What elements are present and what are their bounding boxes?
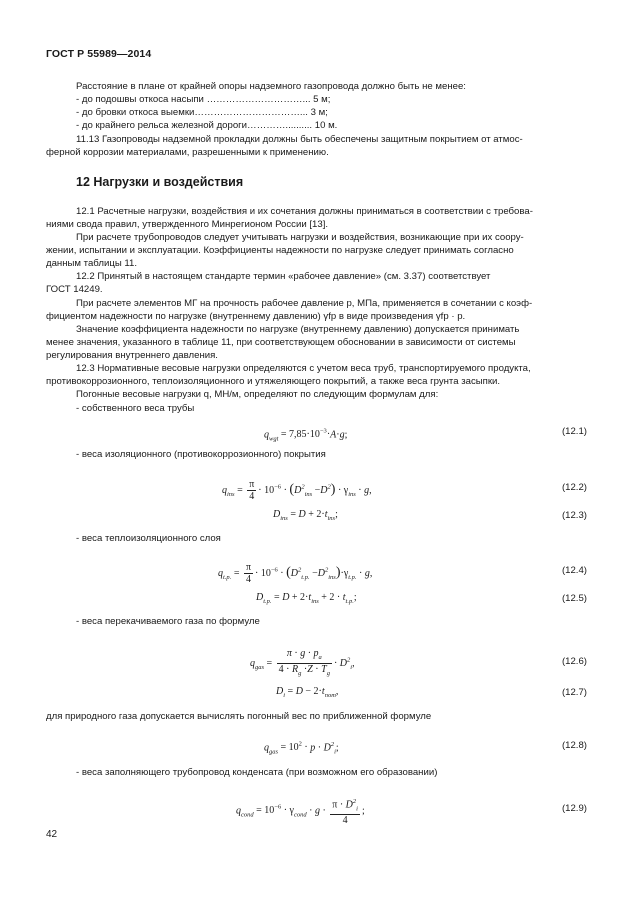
formula-12-9: $q_{cond} = 10^{-6} \cdot \gamma_{cond} \cdot g$ · $\frac{\pi \cdot D^2_i}{4}$ ; <box>236 798 365 827</box>
formula-12-7: $D_i = D - 2\cdot t_{nom}$, <box>276 686 339 699</box>
text-line: - собственного веса трубы <box>76 403 195 414</box>
formula-12-3: $D_{ins} = D + 2\cdot t_{ins}$; <box>273 509 338 522</box>
formula-12-4: $q_{t.p.}$ = $\frac{\pi}{4}$ · $10^{-6} \cdot (D^2_{t.p.} -D^2_{ins})\cdot\gamma_{t.p.} \cdot g$, <box>218 562 373 585</box>
equation-number: (12.8) <box>561 740 587 751</box>
document-header: ГОСТ Р 55989—2014 <box>46 48 152 60</box>
equation-number: (12.9) <box>561 803 587 814</box>
text-line: ГОСТ 14249. <box>46 284 103 295</box>
formula-12-2: $q_{ins}$ = $\frac{\pi}{4}$ · $10^{-6} \cdot (D^2_{ins} -D^2) \cdot \gamma_{ins} \cdot g$, <box>222 479 372 502</box>
text-line: 11.13 Газопроводы надземной прокладки должны быть обеспечены защитным покрытием от атмос- <box>76 134 523 145</box>
text-line: Расстояние в плане от крайней опоры надземного газопровода должно быть не менее: <box>76 81 466 92</box>
equation-number: (12.4) <box>561 565 587 576</box>
text-line: менее значения, указанного в таблице 11, при соответствующем обосновании в зависимости от системы <box>46 337 516 348</box>
text-line: регулирования внутреннего давления. <box>46 350 218 361</box>
text-line: жении, испытании и эксплуатации. Коэффициенты надежности по нагрузке следует принимать согласно <box>46 245 514 256</box>
text-line: фициентом надежности по нагрузке (внутреннему давлению) γfp в виде произведения γfp · p. <box>46 311 466 322</box>
section-heading: 12 Нагрузки и воздействия <box>76 175 244 189</box>
text-line: - веса перекачиваемого газа по формуле <box>76 616 260 627</box>
text-line: При расчете трубопроводов следует учитывать нагрузки и воздействия, возникающие при их соору- <box>76 232 524 243</box>
page-number: 42 <box>46 829 58 840</box>
text-line: ферной коррозии материалами, разрешенными к применению. <box>46 147 329 158</box>
formula-12-1: $q_{wgt} = 7,85\cdot 10^{-3}\cdot A\cdot g$; <box>264 428 348 443</box>
text-line: для природного газа допускается вычислять погонный вес по приближенной формуле <box>46 711 432 722</box>
text-line: 12.3 Нормативные весовые нагрузки определяются с учетом веса труб, транспортируемого продукта, <box>76 363 531 374</box>
formula-12-5: $D_{t.p.} = D + 2\cdot t_{ins} + 2 \cdot t_{t.p.}$; <box>256 592 357 605</box>
formula-12-8: $q_{gas} = 10^2 \cdot p \cdot D^2_i$; <box>264 741 339 756</box>
text-line: 12.2 Принятый в настоящем стандарте термин «рабочее давление» (см. 3.37) соответствует <box>76 271 491 282</box>
text-line: 12.1 Расчетные нагрузки, воздействия и их сочетания должны приниматься в соответствии с требова- <box>76 206 533 217</box>
text-line: - веса заполняющего трубопровод конденсата (при возможном его образовании) <box>76 767 438 778</box>
equation-number: (12.7) <box>561 687 587 698</box>
equation-number: (12.1) <box>561 426 587 437</box>
equation-number: (12.6) <box>561 656 587 667</box>
text-line: противокоррозионного, теплоизоляционного и утяжеляющего покрытий, а также веса грунта засыпки. <box>46 376 501 387</box>
text-line: - до подошвы откоса насыпи …………………………... 5 м; <box>76 94 331 105</box>
text-line: данным таблицы 11. <box>46 258 138 269</box>
text-line: - до крайнего рельса железной дороги………….......... 10 м. <box>76 120 338 131</box>
text-line: Погонные весовые нагрузки q, МН/м, определяют по следующим формулам для: <box>76 389 439 400</box>
text-line: Значение коэффициента надежности по нагрузке (внутреннему давлению) допускается принимать <box>76 324 520 335</box>
equation-number: (12.5) <box>561 593 587 604</box>
text-line: - веса изоляционного (противокоррозионного) покрытия <box>76 449 326 460</box>
text-line: - веса теплоизоляционного слоя <box>76 533 221 544</box>
text-line: ниями свода правил, утвержденного Минрегионом России [13]. <box>46 219 329 230</box>
equation-number: (12.2) <box>561 482 587 493</box>
formula-12-6: $q_{gas}$ = $\frac{\pi \cdot g \cdot p_a}{4 \cdot R_g \cdot Z \cdot T_g}$ · $D^2_i$, <box>250 648 355 677</box>
text-line: - до бровки откоса выемки……………………………... 3 м; <box>76 107 328 118</box>
equation-number: (12.3) <box>561 510 587 521</box>
text-line: При расчете элементов МГ на прочность рабочее давление p, МПа, применяется в сочетании с коэф- <box>76 298 533 309</box>
